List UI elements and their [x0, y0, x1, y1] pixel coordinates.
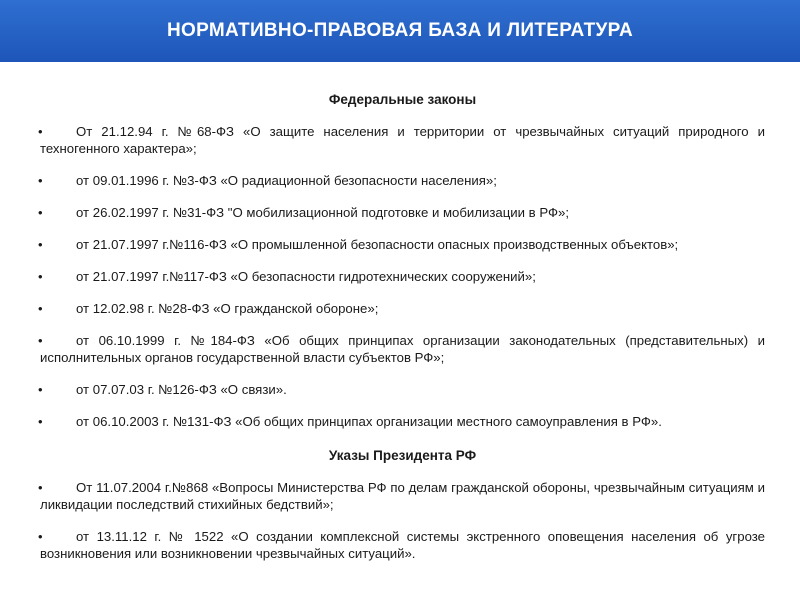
list-item-text: от 26.02.1997 г. №31-ФЗ "О мобилизационной подготовке и мобилизации в РФ»;: [76, 205, 570, 220]
bullet: •: [38, 301, 43, 316]
bullet: •: [38, 382, 43, 397]
bullet: •: [38, 333, 43, 348]
list-item: [40, 528, 765, 562]
list-item: [40, 332, 765, 366]
list-item: [40, 381, 765, 398]
bullet: •: [38, 237, 43, 252]
list-item-text: От 21.12.94 г. №68-ФЗ «О защите населения и территории от чрезвычайных ситуаций природного и техногенного характера»;: [40, 124, 765, 156]
presidential-decrees-heading: Указы Президента РФ: [328, 448, 477, 463]
presidential-decrees-list: [40, 479, 765, 562]
list-item: [40, 300, 765, 317]
list-item: [40, 268, 765, 285]
list-item-text: От 11.07.2004 г.№868 «Вопросы Министерства РФ по делам гражданской обороны, чрезвычайным ситуациям и ликвидации последствий стихийных бедствий»;: [40, 480, 765, 512]
document-body: [40, 62, 765, 577]
list-item: [40, 172, 765, 189]
federal-laws-list: [40, 123, 765, 430]
bullet: •: [38, 173, 43, 188]
list-item: [40, 236, 765, 253]
list-item-text: от 13.11.12 г. № 1522 «О создании комплексной системы экстренного оповещения населения об угрозе возникновения или возникновении чрезвычайных ситуаций».: [40, 529, 765, 561]
list-item-text: от 12.02.98 г. №28-ФЗ «О гражданской обороне»;: [76, 301, 379, 316]
list-item-text: от 09.01.1996 г. №3-ФЗ «О радиационной безопасности населения»;: [76, 173, 497, 188]
bullet: •: [38, 414, 43, 429]
list-item-text: от 21.07.1997 г.№117-ФЗ «О безопасности гидротехнических сооружений»;: [76, 269, 536, 284]
list-item-text: от 07.07.03 г. №126-ФЗ «О связи».: [76, 382, 287, 397]
page-title: НОРМАТИВНО-ПРАВОВАЯ БАЗА И ЛИТЕРАТУРА: [167, 20, 633, 41]
bullet: •: [38, 205, 43, 220]
list-item-text: от 06.10.2003 г. №131-ФЗ «Об общих принципах организации местного самоуправления в РФ».: [76, 414, 662, 429]
bullet: •: [38, 124, 43, 139]
bullet: •: [38, 480, 43, 495]
federal-laws-heading: Федеральные законы: [328, 92, 477, 107]
bullet: •: [38, 529, 43, 544]
bullet: •: [38, 269, 43, 284]
list-item-text: от 06.10.1999 г. №184-ФЗ «Об общих принципах организации законодательных (представительных) и исполнительных органов государственной власти субъектов РФ»;: [40, 333, 765, 365]
list-item-text: от 21.07.1997 г.№116-ФЗ «О промышленной безопасности опасных производственных объектов»;: [76, 237, 679, 252]
list-item: [40, 204, 765, 221]
list-item: [40, 479, 765, 513]
title-banner: [0, 0, 800, 62]
list-item: [40, 413, 765, 430]
list-item: [40, 123, 765, 157]
